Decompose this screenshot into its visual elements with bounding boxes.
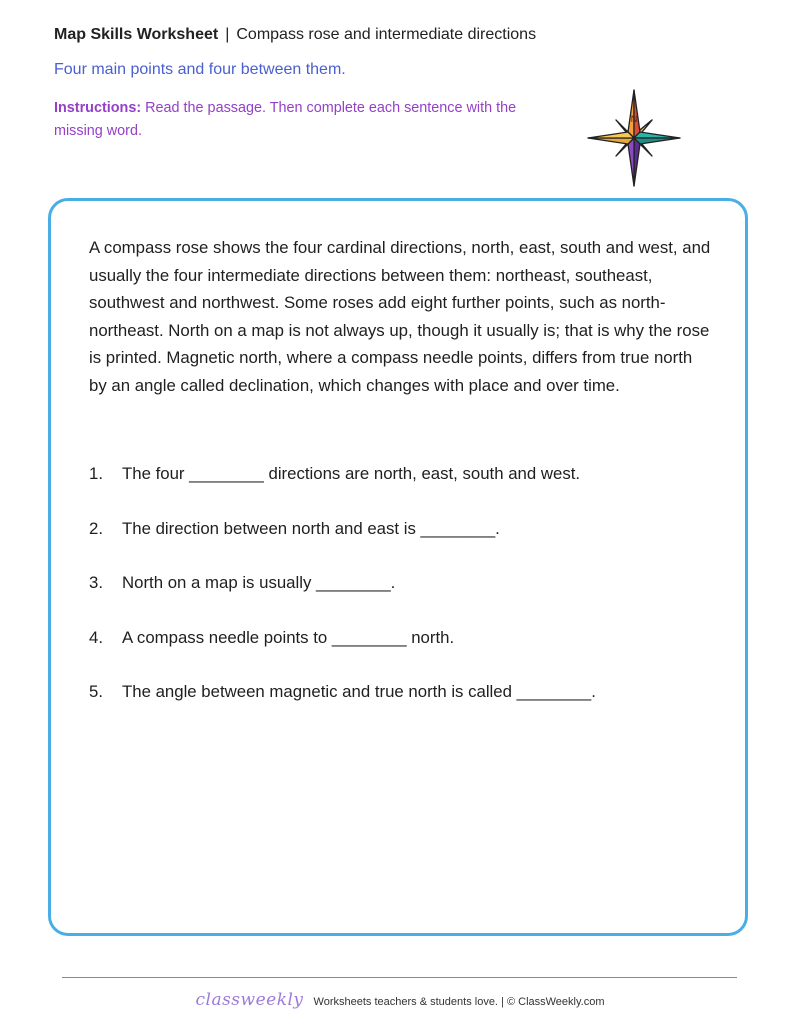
page-footer xyxy=(0,990,800,1010)
svg-text:N: N xyxy=(630,114,638,124)
worksheet-topic: Compass rose and intermediate directions xyxy=(236,26,537,43)
question-item xyxy=(89,463,711,518)
question-text: A compass needle points to ________ north. xyxy=(122,627,455,647)
question-text: The angle between magnetic and true north is called ________. xyxy=(122,682,596,701)
instructions-text: Read the passage. Then complete each sentence with the missing word. xyxy=(54,100,517,139)
instructions-label: Instructions: xyxy=(54,100,142,116)
question-item xyxy=(89,572,711,627)
question-number: 5. xyxy=(89,682,103,701)
question-list xyxy=(89,463,711,736)
worksheet-title xyxy=(54,26,536,44)
question-number: 4. xyxy=(89,627,103,647)
footer-divider xyxy=(62,977,737,978)
worksheet-subtitle: Four main points and four between them. xyxy=(54,61,346,78)
title-separator: | xyxy=(225,26,230,43)
passage-card xyxy=(48,198,748,936)
compass-rose-icon xyxy=(584,86,684,190)
question-number: 2. xyxy=(89,518,103,538)
brand-logo: classweekly xyxy=(195,990,304,1010)
question-item xyxy=(89,518,711,573)
footer-tagline: Worksheets teachers & students love. | © ClassWeekly.com xyxy=(313,996,605,1008)
question-text: The direction between north and east is ________. xyxy=(122,518,500,538)
question-text: North on a map is usually ________. xyxy=(122,573,396,592)
reading-passage: A compass rose shows the four cardinal directions, north, east, south and west, and usually the four intermediate directions between them: northeast, southeast, southwest and northwest. Some roses add eight further points, such as north-northeast. North on a map is not always up, though it usually is; that is why the rose is printed. Magnetic north, where a compass needle points, differs from true north by an angle called declination, which changes with place and over time. xyxy=(89,238,711,395)
question-text: The four ________ directions are north, east, south and west. xyxy=(122,464,581,483)
question-item xyxy=(89,681,711,736)
worksheet-name: Map Skills Worksheet xyxy=(54,26,219,43)
instructions xyxy=(54,97,564,143)
question-number: 1. xyxy=(89,464,103,483)
question-number: 3. xyxy=(89,573,103,592)
question-item xyxy=(89,627,711,682)
